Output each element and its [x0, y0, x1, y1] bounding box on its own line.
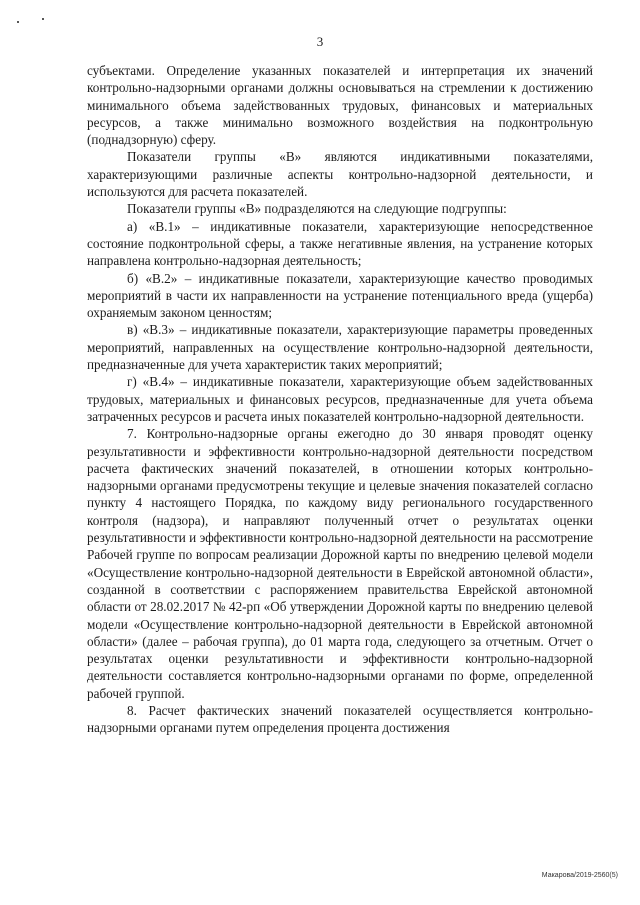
- paragraph-continuation: субъектами. Определение указанных показателей и интерпретация их значений контрольно-надзорными органами должны основываться на стремлении к достижению минимального объема задействованных трудовых, финансовых и материальных ресурсов, а также минимально возможного воздействия на подконтрольную (поднадзорную) сферу.: [87, 63, 593, 148]
- paragraph-item-8: 8. Расчет фактических значений показателей осуществляется контрольно-надзорными органами путем определения процента достижения: [87, 702, 593, 736]
- paragraph-subgroup-v3: в) «В.3» – индикативные показатели, характеризующие параметры проведенных мероприятий, направленных на осуществление контрольно-надзорной деятельности, предназначенные для учета характеристик таких мероприятий;: [87, 322, 593, 373]
- paragraph-subgroup-v2: б) «В.2» – индикативные показатели, характеризующие качество проводимых мероприятий в части их направленности на устранение потенциального вреда (ущерба) охраняемым законом ценностям;: [87, 270, 593, 321]
- document-footer-code: Макарова/2019-2560(5): [541, 872, 618, 879]
- page-number: 3: [316, 34, 324, 49]
- scan-speck: [17, 21, 19, 23]
- paragraph-subgroup-v4: г) «В.4» – индикативные показатели, характеризующие объем задействованных трудовых, материальных и финансовых ресурсов, предназначенные для учета объема затраченных ресурсов и расчета иных показателей контрольно-надзорной деятельности.: [87, 374, 593, 424]
- paragraph-group-v-definition: Показатели группы «В» являются индикативными показателями, характеризующими различные аспекты контрольно-надзорной деятельности, и используются для расчета показателей.: [87, 149, 593, 200]
- paragraph-subgroup-v1: а) «В.1» – индикативные показатели, характеризующие непосредственное состояние подконтрольной сферы, а также негативные явления, на устранение которых направлена контрольно-надзорная деятельность;: [87, 218, 593, 269]
- scan-speck: [42, 18, 44, 20]
- paragraph-subgroups-intro: Показатели группы «В» подразделяются на следующие подгруппы:: [127, 201, 507, 217]
- paragraph-item-7: 7. Контрольно-надзорные органы ежегодно до 30 января проводят оценку результативности и эффективности контрольно-надзорной деятельности посредством расчета фактических значений показателей, в отношении которых контрольно-надзорными органами предусмотрены текущие и целевые значения показателей согласно пункту 4 настоящего Порядка, по каждому виду регионального государственного контроля (надзора), и направляют полученный отчет о результатах оценки результативности и эффективности контрольно-надзорной деятельности на рассмотрение Рабочей группе по вопросам реализации Дорожной карты по внедрению целевой модели «Осуществление контрольно-надзорной деятельности в Еврейской автономной области», созданной в соответствии с распоряжением правительства Еврейской автономной области от 28.02.2017 № 42-рп «Об утверждении Дорожной карты по внедрению целевой модели «Осуществление контрольно-надзорной деятельности в Еврейской автономной области» (далее – рабочая группа), до 01 марта года, следующего за отчетным. Отчет о результатах оценки результативности и эффективности контрольно-надзорной деятельности составляется контрольно-надзорными органами по форме, определенной рабочей группой.: [87, 426, 593, 701]
- document-body: [87, 62, 593, 737]
